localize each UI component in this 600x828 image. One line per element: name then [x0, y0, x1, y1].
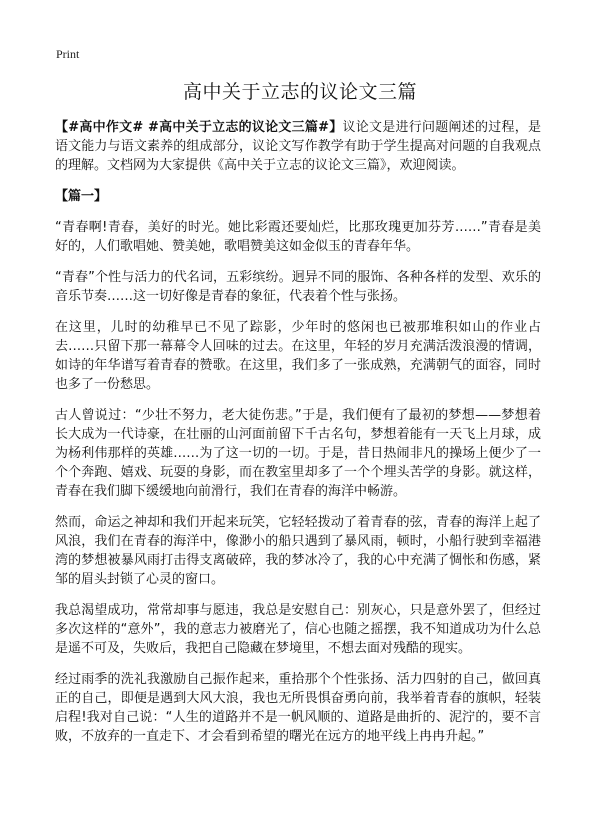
article-body	[55, 118, 541, 758]
intro-paragraph	[55, 118, 541, 175]
article-paragraph: 然而，命运之神却和我们开起来玩笑，它轻轻拨动了着青春的弦，青春的海洋上起了风浪，我们在青春的海洋中，像渺小的船只遇到了暴风雨，顿时，小船行驶到幸福港湾的梦想被暴风雨打击得支离破碎，我的梦冰冷了，我的心中充满了惆怅和伤感，紧邹的眉头封锁了心灵的窗口。	[55, 515, 541, 587]
article-paragraph: 古人曾说过：“少壮不努力，老大徒伤悲。”于是，我们便有了最初的梦想——梦想着长大成为一代诗豪，在壮丽的山河面前留下千古名句，梦想着能有一天飞上月球，成为杨利伟那样的英雄……为了这一切的一切。于是，昔日热闹非凡的操场上便少了一个个奔跑、嬉戏、玩耍的身影，而在教室里却多了一个个埋头苦学的身影。就这样，青春在我们脚下缓缓地向前滑行，我们在青春的海洋中畅游。	[55, 408, 541, 499]
article-paragraph: 经过雨季的洗礼我激励自己振作起来，重拾那个个性张扬、活力四射的自己，做回真正的自己，即便是遇到大风大浪，我也无所畏惧奋勇向前，我举着青春的旗帜，轻装启程!我对自己说：“人生的道路并不是一帆风顺的、道路是曲折的、泥泞的，要不言败，不放弃的一直走下、才会看到希望的曙光在远方的地平线上冉冉升起。”	[55, 672, 541, 744]
print-link[interactable]: Print	[56, 47, 80, 61]
article-paragraph: 我总渴望成功，常常却事与愿违，我总是安慰自己：别灰心，只是意外罢了，但经过多次这样的“意外”，我的意志力被磨光了，信心也随之摇摆，我不知道成功为什么总是遥不可及，失败后，我把自己隐藏在梦境里，不想去面对残酷的现实。	[55, 603, 541, 656]
section-heading: 【篇一】	[55, 189, 108, 204]
intro-text: 议论文是进行问题阐述的过程，是语文能力与语文素养的组成部分，议论文写作教学有助于学生提高对问题的自我观点的理解。文档网为大家提供《高中关于立志的议论文三篇》，欢迎阅读。	[55, 120, 541, 173]
article-paragraph: 在这里，儿时的幼稚早已不见了踪影，少年时的悠闲也已被那堆积如山的作业占去……只留下那一幕幕令人回味的过去。在这里，年轻的岁月充满活泼浪漫的情调，如诗的年华谱写着青春的赞歌。在这里，我们多了一张成熟，充满朝气的面容，同时也多了一份愁思。	[55, 320, 541, 392]
article-paragraph: “青春”个性与活力的代名词，五彩缤纷。迥异不同的服饰、各种各样的发型、欢乐的音乐节奏……这一切好像是青春的象征，代表着个性与张扬。	[55, 270, 541, 304]
intro-tags: 【#高中作文# #高中关于立志的议论文三篇#】	[55, 120, 343, 135]
article-paragraph: “青春啊!青春，美好的时光。她比彩霞还要灿烂，比那玫瑰更加芬芳……”青春是美好的，人们歌唱她、赞美她，歌唱赞美这如金似玉的青春年华。	[55, 220, 541, 254]
page-title: 高中关于立志的议论文三篇	[182, 81, 417, 103]
